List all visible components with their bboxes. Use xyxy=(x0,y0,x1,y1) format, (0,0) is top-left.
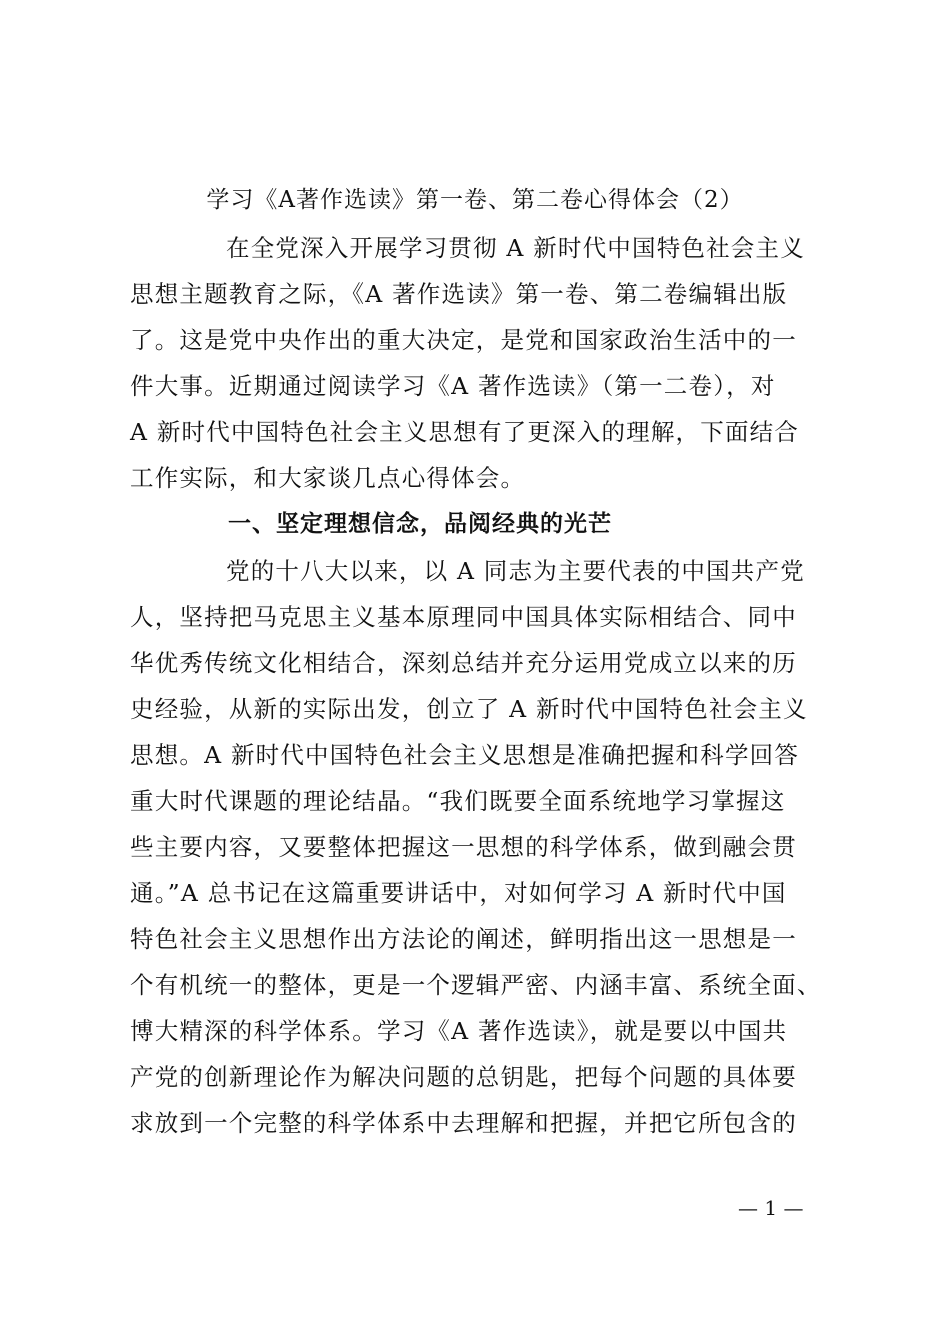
paragraph-line: 工作实际，和大家谈几点心得体会。 xyxy=(130,464,526,492)
paragraph-line: 个有机统一的整体，更是一个逻辑严密、内涵丰富、系统全面、 xyxy=(130,971,822,999)
paragraph-line: 些主要内容，又要整体把握这一思想的科学体系，做到融会贯 xyxy=(130,833,797,861)
paragraph-line: 思想主题教育之际，《A 著作选读》第一卷、第二卷编辑出版 xyxy=(130,280,788,308)
paragraph-line: 求放到一个完整的科学体系中去理解和把握，并把它所包含的 xyxy=(130,1109,797,1137)
paragraph-line: 通。”A 总书记在这篇重要讲话中，对如何学习 A 新时代中国 xyxy=(130,879,787,907)
intro-paragraph xyxy=(130,225,830,501)
paragraph-line: 件大事。近期通过阅读学习《A 著作选读》（第一二卷），对 xyxy=(130,372,776,400)
paragraph-line: 党的十八大以来，以 A 同志为主要代表的中国共产党 xyxy=(226,557,805,585)
paragraph-line: A 新时代中国特色社会主义思想有了更深入的理解，下面结合 xyxy=(130,418,800,446)
paragraph-line: 产党的创新理论作为解决问题的总钥匙，把每个问题的具体要 xyxy=(130,1063,797,1091)
paragraph-line: 重大时代课题的理论结晶。“我们既要全面系统地学习掌握这 xyxy=(130,787,786,815)
paragraph-line: 人，坚持把马克思主义基本原理同中国具体实际相结合、同中 xyxy=(130,603,797,631)
paragraph-line: 华优秀传统文化相结合，深刻总结并充分运用党成立以来的历 xyxy=(130,649,797,677)
paragraph-line: 史经验，从新的实际出发，创立了 A 新时代中国特色社会主义 xyxy=(130,695,808,723)
paragraph-line: 思想。A 新时代中国特色社会主义思想是准确把握和科学回答 xyxy=(130,741,800,769)
paragraph-line: 博大精深的科学体系。学习《A 著作选读》，就是要以中国共 xyxy=(130,1017,788,1045)
paragraph-line: 特色社会主义思想作出方法论的阐述，鲜明指出这一思想是一 xyxy=(130,925,797,953)
paragraph-line: 了。这是党中央作出的重大决定，是党和国家政治生活中的一 xyxy=(130,326,797,354)
paragraph-line: 在全党深入开展学习贯彻 A 新时代中国特色社会主义 xyxy=(226,234,805,262)
document-title: 学习《A著作选读》第一卷、第二卷心得体会（2） xyxy=(206,187,744,213)
section-heading: 一、坚定理想信念，品阅经典的光芒 xyxy=(228,511,612,537)
page-number: — 1 — xyxy=(738,1196,804,1220)
section-1-paragraph xyxy=(130,548,830,1146)
